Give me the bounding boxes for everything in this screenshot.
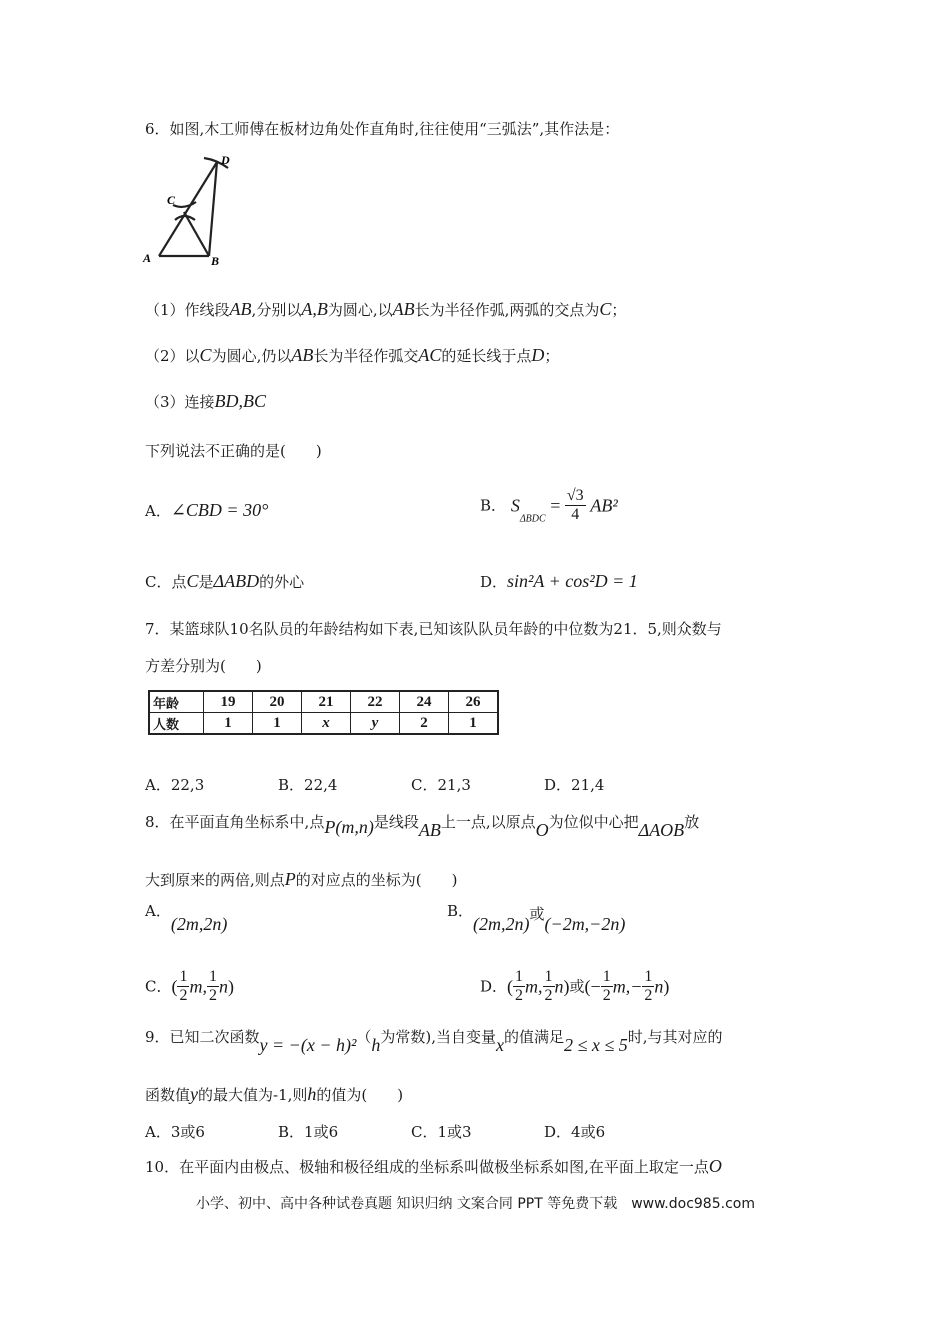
math-ab: AB bbox=[291, 345, 314, 365]
q6-step1 bbox=[145, 298, 626, 321]
denominator: 2 bbox=[544, 987, 553, 1004]
option-label: B． bbox=[480, 496, 507, 515]
text: 是线段 bbox=[373, 813, 419, 831]
denominator: 2 bbox=[602, 987, 611, 1004]
math-range: 2 ≤ x ≤ 5 bbox=[564, 1035, 628, 1055]
math-n: n bbox=[654, 976, 664, 997]
q7-option-b: B．22,4 bbox=[278, 776, 338, 794]
math-eq: = bbox=[545, 495, 565, 516]
q6-question: 下列说法不正确的是( ) bbox=[145, 442, 322, 460]
math-m: m, bbox=[189, 976, 207, 997]
segment-bd bbox=[209, 162, 217, 256]
q6-step2 bbox=[145, 344, 559, 367]
math-d: D bbox=[531, 345, 545, 365]
math-m: m, bbox=[525, 976, 543, 997]
math-o: O bbox=[535, 820, 549, 840]
math-expr: (2m,2n) bbox=[170, 914, 228, 934]
q6-option-a bbox=[145, 499, 268, 522]
denominator: 4 bbox=[571, 506, 580, 523]
arc-c2 bbox=[175, 216, 195, 220]
math-h: h bbox=[307, 1084, 317, 1104]
text: 放 bbox=[684, 813, 700, 831]
q8-option-d bbox=[480, 968, 669, 1005]
fraction bbox=[642, 968, 654, 1005]
option-label: C． bbox=[145, 977, 172, 996]
text: 时,与其对应的 bbox=[627, 1028, 723, 1046]
table-row bbox=[149, 691, 498, 713]
math-rest: AB² bbox=[590, 495, 618, 516]
q7-option-d: D．21,4 bbox=[544, 776, 605, 794]
table-cell: 2 bbox=[400, 713, 449, 735]
label-a: A bbox=[143, 251, 152, 265]
paren: ( bbox=[171, 976, 178, 997]
q7-stem-line2: 方差分别为( ) bbox=[145, 657, 262, 675]
numerator: 1 bbox=[179, 968, 188, 985]
q9-stem-line2 bbox=[145, 1083, 403, 1106]
three-arc-figure bbox=[140, 150, 240, 270]
text: 的对应点的坐标为( ) bbox=[295, 871, 458, 889]
text: 10．在平面内由极点、极轴和极径组成的坐标系叫做极坐标系如图,在平面上取定一点 bbox=[145, 1158, 709, 1176]
footer-ad: 小学、初中、高中各种试卷真题 知识归纳 文案合同 PPT 等免费下载 www.doc985.com bbox=[196, 1196, 755, 1212]
text: 的外心 bbox=[259, 573, 305, 591]
text: 长为半径作弧,两弧的交点为 bbox=[414, 301, 600, 319]
table-cell: 1 bbox=[253, 713, 302, 735]
text: ,分别以 bbox=[251, 301, 302, 319]
numerator: √3 bbox=[566, 487, 584, 504]
q8-option-b bbox=[447, 902, 626, 934]
math-n: n bbox=[218, 976, 228, 997]
math-ac: AC bbox=[418, 345, 442, 365]
numerator: 1 bbox=[602, 968, 611, 985]
math-expr: ∠CBD = 30° bbox=[170, 500, 269, 520]
text: （2）以 bbox=[145, 347, 200, 365]
age-table bbox=[148, 690, 499, 735]
q6-option-d bbox=[480, 570, 638, 593]
math-x: x bbox=[496, 1035, 504, 1055]
math-sub: ΔBDC bbox=[519, 513, 546, 525]
q9-option-a: A．3或6 bbox=[145, 1123, 205, 1141]
numerator: 1 bbox=[515, 968, 524, 985]
fraction bbox=[543, 968, 555, 1005]
text: （3）连接 bbox=[145, 393, 215, 411]
table-cell: x bbox=[302, 713, 351, 735]
table-cell: 20 bbox=[253, 691, 302, 713]
q9-option-c: C．1或3 bbox=[411, 1123, 472, 1141]
segment-bc bbox=[184, 212, 209, 256]
q9-option-d: D．4或6 bbox=[544, 1123, 606, 1141]
q8-option-a bbox=[145, 902, 228, 934]
fraction bbox=[207, 968, 219, 1005]
label-c: C bbox=[167, 193, 176, 207]
text: 8．在平面直角坐标系中,点 bbox=[145, 813, 325, 831]
label-d: D bbox=[221, 153, 230, 167]
q8-stem-line1 bbox=[145, 810, 700, 840]
math-expr: (−2m,−2n) bbox=[544, 914, 626, 934]
math-c: C bbox=[599, 299, 612, 319]
text: 或 bbox=[569, 977, 585, 996]
q8-option-c bbox=[145, 968, 234, 1005]
text: 9．已知二次函数 bbox=[145, 1028, 260, 1046]
math-n: n bbox=[554, 976, 564, 997]
text: 为圆心,以 bbox=[327, 301, 393, 319]
table-cell: 22 bbox=[351, 691, 400, 713]
label-b: B bbox=[211, 254, 220, 268]
math-ab: AB bbox=[392, 299, 415, 319]
math-p: P bbox=[284, 869, 296, 889]
option-label: D． bbox=[480, 977, 508, 996]
text: 为圆心,仍以 bbox=[211, 347, 292, 365]
text: 为位似中心把 bbox=[548, 813, 639, 831]
text: 的最大值为-1,则 bbox=[198, 1086, 308, 1104]
math-tri: ΔABD bbox=[213, 571, 260, 591]
text: 长为半径作弧交 bbox=[313, 347, 419, 365]
option-label: C．点 bbox=[145, 573, 187, 591]
math-bd-bc: BD,BC bbox=[214, 391, 267, 411]
q6-option-b bbox=[480, 487, 618, 531]
paren: ) bbox=[663, 976, 670, 997]
table-cell: 19 bbox=[204, 691, 253, 713]
denominator: 2 bbox=[179, 987, 188, 1004]
math-c: C bbox=[186, 571, 199, 591]
table-cell: 26 bbox=[449, 691, 499, 713]
text: 的值为( ) bbox=[316, 1086, 404, 1104]
math-o: O bbox=[708, 1156, 722, 1176]
q6-step3 bbox=[145, 390, 266, 413]
numerator: 1 bbox=[544, 968, 553, 985]
math-m: m,− bbox=[612, 976, 643, 997]
text: （1）作线段 bbox=[145, 301, 230, 319]
text: 的延长线于点 bbox=[441, 347, 532, 365]
option-label: A． bbox=[145, 502, 171, 520]
table-cell: 24 bbox=[400, 691, 449, 713]
q9-option-b: B．1或6 bbox=[278, 1123, 339, 1141]
numerator: 1 bbox=[644, 968, 653, 985]
table-row bbox=[149, 713, 498, 735]
option-label: B． bbox=[447, 902, 474, 920]
option-label: D． bbox=[480, 573, 508, 591]
math-ab: AB bbox=[229, 299, 252, 319]
q6-option-c bbox=[145, 570, 304, 593]
math-p: P(m,n) bbox=[324, 817, 374, 837]
text: ； bbox=[611, 301, 627, 319]
math-expr: sin²A + cos²D = 1 bbox=[507, 571, 638, 591]
denominator: 2 bbox=[515, 987, 524, 1004]
text: 为常数),当自变量 bbox=[380, 1028, 496, 1046]
math-h: h bbox=[371, 1035, 381, 1055]
q7-stem-line1: 7．某篮球队10名队员的年龄结构如下表,已知该队队员年龄的中位数为21．5,则众数与 bbox=[145, 620, 722, 638]
option-label: A． bbox=[145, 902, 171, 920]
table-cell: 21 bbox=[302, 691, 351, 713]
table-cell: 1 bbox=[449, 713, 499, 735]
math-expr: (2m,2n) bbox=[473, 914, 530, 934]
fraction bbox=[565, 487, 586, 524]
numerator: 1 bbox=[208, 968, 217, 985]
fraction bbox=[513, 968, 525, 1005]
q10-stem bbox=[145, 1155, 722, 1178]
fraction bbox=[601, 968, 613, 1005]
text: 大到原来的两倍,则点 bbox=[145, 871, 285, 889]
math-tri: ΔAOB bbox=[638, 820, 685, 840]
text: 函数值 bbox=[145, 1086, 191, 1104]
math-ab: AB bbox=[418, 820, 441, 840]
math-c: C bbox=[199, 345, 212, 365]
table-cell: 1 bbox=[204, 713, 253, 735]
math-y: y bbox=[190, 1084, 199, 1104]
math-a-b: A,B bbox=[301, 299, 328, 319]
q8-stem-line2 bbox=[145, 868, 458, 891]
segment-ad bbox=[159, 162, 217, 256]
q7-option-c: C．21,3 bbox=[411, 776, 471, 794]
text: 或 bbox=[529, 905, 545, 923]
q6-stem: 6．如图,木工师傅在板材边角处作直角时,往往使用“三弧法”,其作法是： bbox=[145, 120, 620, 138]
text: （ bbox=[356, 1028, 372, 1046]
paren: (− bbox=[584, 976, 601, 997]
math-s: S bbox=[510, 495, 520, 516]
table-cell: 年龄 bbox=[149, 691, 204, 713]
text: 的值满足 bbox=[504, 1028, 565, 1046]
text: ； bbox=[544, 347, 560, 365]
denominator: 2 bbox=[208, 987, 217, 1004]
table-cell: y bbox=[351, 713, 400, 735]
q7-option-a: A．22,3 bbox=[145, 776, 205, 794]
q9-stem-line1 bbox=[145, 1025, 723, 1055]
paren: ) bbox=[563, 976, 570, 997]
text: 上一点,以原点 bbox=[440, 813, 536, 831]
text: 是 bbox=[198, 573, 214, 591]
fraction bbox=[177, 968, 189, 1005]
denominator: 2 bbox=[644, 987, 653, 1004]
paren: ( bbox=[507, 976, 514, 997]
table-cell: 人数 bbox=[149, 713, 204, 735]
math-fn: y = −(x − h)² bbox=[259, 1035, 357, 1055]
paren: ) bbox=[227, 976, 234, 997]
